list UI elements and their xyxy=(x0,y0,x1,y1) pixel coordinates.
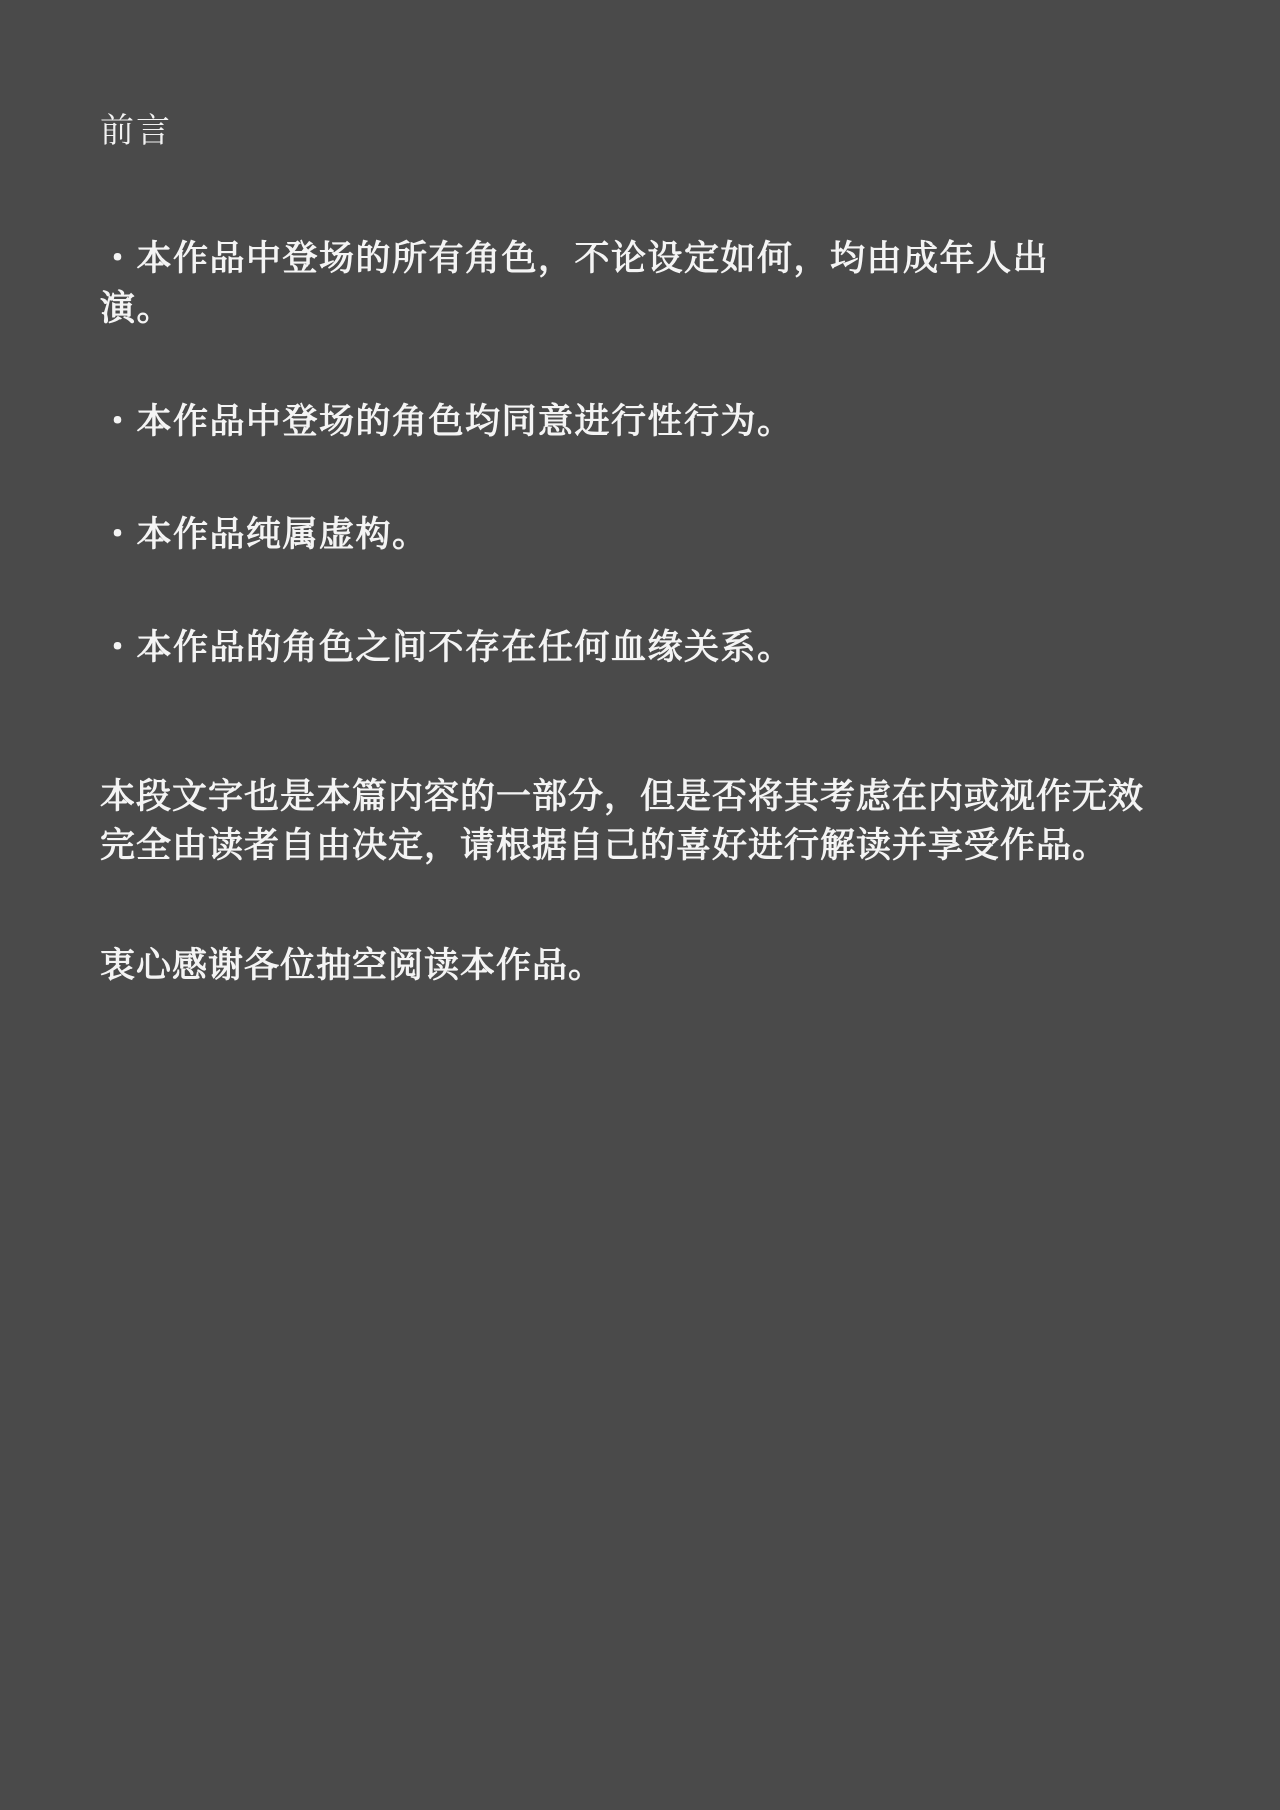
list-item: ・本作品中登场的所有角色，不论设定如何，均由成年人出演。 xyxy=(100,238,1050,329)
page-title: 前言 xyxy=(100,112,172,150)
closing-paragraph: 衷心感谢各位抽空阅读本作品。 xyxy=(100,945,605,985)
list-item: ・本作品的角色之间不存在任何血缘关系。 xyxy=(100,627,794,667)
list-item: ・本作品中登场的角色均同意进行性行为。 xyxy=(100,402,794,442)
document-content xyxy=(100,108,1190,1025)
list-item: ・本作品纯属虚构。 xyxy=(100,514,429,554)
disclaimer-paragraph: 本段文字也是本篇内容的一部分，但是否将其考虑在内或视作无效完全由读者自由决定，请根据自己的喜好进行解读并享受作品。 xyxy=(100,777,1145,865)
